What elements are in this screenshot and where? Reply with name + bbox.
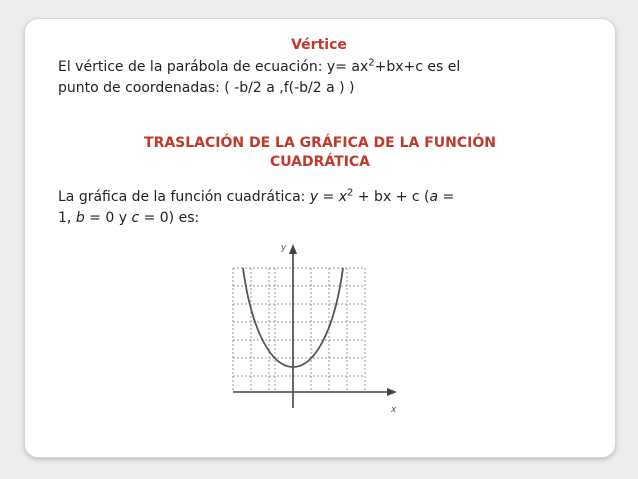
vertex-text-a: El vértice de la parábola de ecuación: y= ax bbox=[58, 59, 369, 75]
y-axis-label: y bbox=[281, 243, 287, 253]
slide-title: Vértice bbox=[291, 37, 347, 53]
vertex-text-b: +bx+c es el bbox=[374, 59, 461, 75]
function-rest: + bx + c ( bbox=[353, 189, 430, 205]
graph-grid bbox=[233, 268, 365, 392]
vertex-text-c: punto de coordenadas: ( -b/2 a ,f(-b/2 a ) ) bbox=[58, 80, 355, 96]
function-line2-2: = 0 y bbox=[84, 210, 132, 226]
function-b-var: b bbox=[75, 210, 85, 226]
function-y-var: y bbox=[309, 189, 319, 205]
function-c-var: c bbox=[131, 210, 140, 226]
x-axis-arrow-icon bbox=[387, 388, 397, 396]
section-heading-line2: CUADRÁTICA bbox=[269, 154, 371, 170]
vertex-exponent: 2 bbox=[368, 57, 375, 69]
parabola-graph bbox=[227, 240, 407, 420]
function-x-var: x bbox=[338, 189, 348, 205]
function-eq: = bbox=[318, 189, 339, 205]
function-text-a: La gráfica de la función cuadrática: bbox=[58, 189, 310, 205]
section-heading-line1: TRASLACIÓN DE LA GRÁFICA DE LA FUNCIÓN bbox=[144, 135, 496, 151]
section-heading bbox=[110, 134, 530, 172]
function-line2-3: = 0) es: bbox=[139, 210, 200, 226]
vertex-paragraph bbox=[58, 57, 538, 99]
function-a-var: a bbox=[429, 189, 439, 205]
function-exponent: 2 bbox=[347, 187, 354, 199]
function-paragraph bbox=[58, 187, 538, 229]
y-axis-arrow-icon bbox=[289, 244, 297, 254]
x-axis-label: x bbox=[391, 405, 397, 415]
function-line2-1: 1, bbox=[58, 210, 76, 226]
function-a-val: = bbox=[438, 189, 455, 205]
